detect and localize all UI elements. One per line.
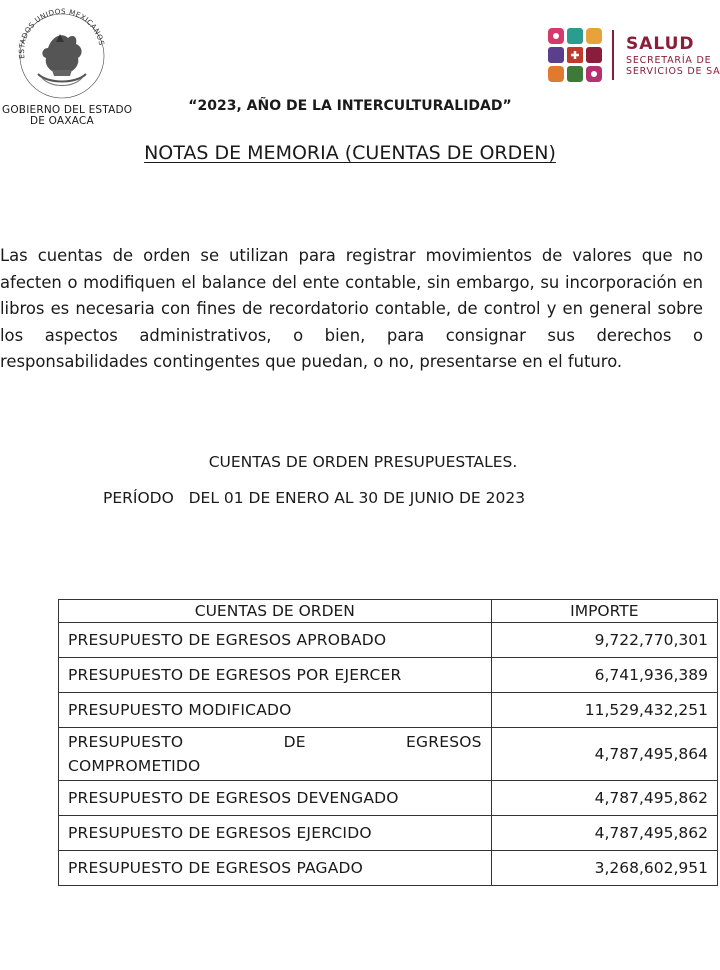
- header-accounts: CUENTAS DE ORDEN: [59, 600, 492, 623]
- account-amount: 4,787,495,862: [491, 781, 717, 816]
- table-row: [59, 623, 718, 658]
- table-row: [59, 816, 718, 851]
- account-name: PRESUPUESTO MODIFICADO: [59, 693, 492, 728]
- account-name-line-2: COMPROMETIDO: [68, 757, 201, 775]
- table-row: [59, 781, 718, 816]
- intro-text: Las cuentas de orden se utilizan para registrar movimientos de valores que no afecten o modifiquen el balance del ente contable, sin embargo, su incorporación en libros es necesaria con fines de recordatorio contable, de control y en general sobre los aspectos administrativos, o bien, para consignar sus derechos o responsabilidades contingentes que puedan, o no, presentarse en el futuro.: [0, 246, 703, 371]
- salud-title: SALUD: [626, 34, 695, 54]
- account-name: [59, 728, 492, 781]
- salud-subtitle-1: SECRETARÍA DE: [626, 55, 712, 66]
- intro-paragraph: [0, 243, 703, 376]
- header-amount: IMPORTE: [491, 600, 717, 623]
- account-name: PRESUPUESTO DE EGRESOS POR EJERCER: [59, 658, 492, 693]
- table-header-row: [59, 600, 718, 623]
- table-row: [59, 728, 718, 781]
- accounts-table: [58, 599, 718, 886]
- svg-text:ESTADOS UNIDOS MEXICANOS: ESTADOS UNIDOS MEXICANOS: [16, 8, 107, 60]
- period-line: PERÍODO DEL 01 DE ENERO AL 30 DE JUNIO DE 2023: [103, 489, 526, 507]
- account-name: PRESUPUESTO DE EGRESOS APROBADO: [59, 623, 492, 658]
- salud-divider: [612, 30, 614, 80]
- account-amount: 4,787,495,862: [491, 816, 717, 851]
- document-title: NOTAS DE MEMORIA (CUENTAS DE ORDEN): [144, 142, 556, 164]
- account-name-line-1: PRESUPUESTO DE EGRESOS: [68, 733, 482, 751]
- account-amount: 3,268,602,951: [491, 851, 717, 886]
- government-line-1: GOBIERNO DEL ESTADO: [2, 104, 133, 116]
- account-name: PRESUPUESTO DE EGRESOS EJERCIDO: [59, 816, 492, 851]
- account-amount: 4,787,495,864: [491, 728, 717, 781]
- account-amount: 9,722,770,301: [491, 623, 717, 658]
- salud-logo-icon: [544, 26, 606, 84]
- section-title: CUENTAS DE ORDEN PRESUPUESTALES.: [208, 453, 518, 471]
- salud-subtitle-2: SERVICIOS DE SA: [626, 66, 720, 77]
- government-line-2: DE OAXACA: [30, 115, 94, 127]
- account-amount: 11,529,432,251: [491, 693, 717, 728]
- table-row: [59, 693, 718, 728]
- national-seal-icon: [12, 8, 112, 100]
- table-row: [59, 658, 718, 693]
- year-motto: “2023, AÑO DE LA INTERCULTURALIDAD”: [188, 98, 512, 114]
- table-row: [59, 851, 718, 886]
- account-amount: 6,741,936,389: [491, 658, 717, 693]
- account-name: PRESUPUESTO DE EGRESOS DEVENGADO: [59, 781, 492, 816]
- account-name: PRESUPUESTO DE EGRESOS PAGADO: [59, 851, 492, 886]
